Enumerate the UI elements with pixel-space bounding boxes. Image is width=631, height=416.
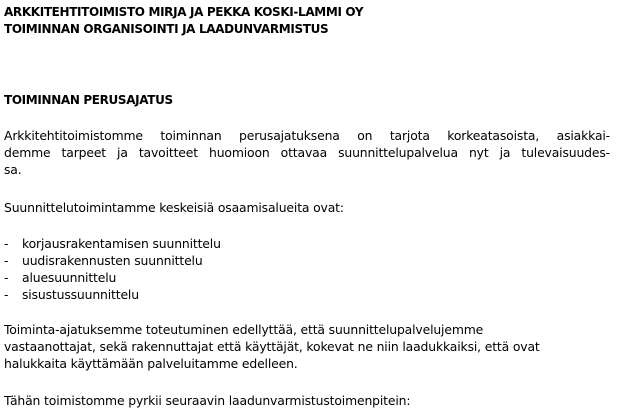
list-bullet: - — [4, 253, 9, 268]
list-item-text: aluesuunnittelu — [22, 270, 117, 285]
list-item-text: sisustussuunnittelu — [22, 287, 139, 302]
paragraph-3-line-2: vastaanottajat, sekä rakennuttajat että käyttäjät, kokevat ne niin laadukkaiksi, että ovat — [4, 339, 540, 354]
section-heading: TOIMINNAN PERUSAJATUS — [4, 93, 173, 107]
paragraph-2: Suunnittelutoimintamme keskeisiä osaamisalueita ovat: — [4, 200, 344, 215]
paragraph-4: Tähän toimistomme pyrkii seuraavin laadunvarmistustoimenpitein: — [4, 393, 411, 408]
paragraph-1-line-3: sa. — [4, 162, 22, 177]
paragraph-3-line-3: halukkaita käyttämään palveluitamme edelleen. — [4, 356, 298, 371]
list-bullet: - — [4, 270, 9, 285]
list-item-text: korjausrakentamisen suunnittelu — [22, 236, 221, 251]
paragraph-1-line-1: Arkkitehtitoimistomme toiminnan perusajatuksena on tarjota korkeatasoista, asiakkai- — [4, 128, 610, 143]
list-bullet: - — [4, 287, 9, 302]
list-bullet: - — [4, 236, 9, 251]
paragraph-1-line-2: demme tarpeet ja tavoitteet huomioon ottavaa suunnittelupalvelua nyt ja tulevaisuudes- — [4, 145, 610, 160]
list-item-text: uudisrakennusten suunnittelu — [22, 253, 203, 268]
company-name: ARKKITEHTITOIMISTO MIRJA JA PEKKA KOSKI-LAMMI OY — [4, 5, 364, 19]
paragraph-3-line-1: Toiminta-ajatuksemme toteutuminen edellyttää, että suunnittelupalvelujemme — [4, 322, 484, 337]
document-title: TOIMINNAN ORGANISOINTI JA LAADUNVARMISTUS — [4, 22, 329, 36]
